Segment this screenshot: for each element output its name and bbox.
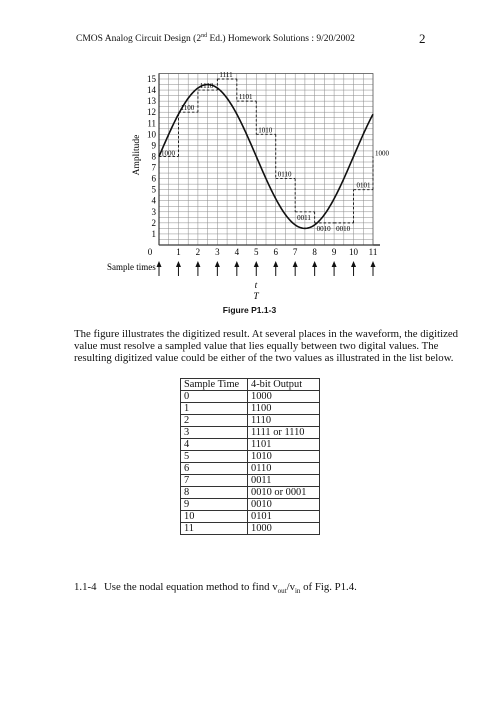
table-row [181,475,320,487]
sample-arrow-head [234,261,239,267]
sample-arrow-head [254,261,259,267]
y-tick-label: 13 [147,96,156,107]
table-row [181,439,320,451]
sample-time-cell: 8 [181,487,248,499]
table-row [181,391,320,403]
output-cell: 0010 or 0001 [248,487,320,499]
body-paragraph [74,328,459,364]
y-axis-label: Amplitude [132,134,142,176]
table-row [181,499,320,511]
output-cell: 1010 [248,451,320,463]
code-label: 0110 [277,170,292,179]
code-label: 0101 [356,181,371,190]
sample-arrow-head [195,261,200,267]
output-cell: 0101 [248,511,320,523]
sample-time-cell: 6 [181,463,248,475]
y-tick-label: 15 [147,74,156,84]
paragraph-line-1: The figure illustrates the digitized result. At several places in the waveform, the digitized [74,328,459,340]
x-tick-label: 4 [234,247,240,257]
header-title-sup: nd [201,33,208,39]
problem-text-after: of Fig. P1.4. [300,581,357,593]
code-label: 0011 [297,213,311,222]
sample-arrow-head [371,261,376,267]
sample-arrow-head [215,261,220,267]
y-tick-labels [147,74,157,239]
sample-arrow-head [273,261,278,267]
sample-times-label: Sample times [107,262,156,272]
table-row [181,415,320,427]
sample-arrow-head [293,261,298,267]
table-row [181,403,320,415]
problem-text-before: Use the nodal equation method to find v [104,581,278,593]
T-label: T [253,292,259,302]
output-cell: 1000 [248,391,320,403]
y-tick-label: 2 [151,217,156,228]
problem-statement [74,581,357,595]
output-cell: 0011 [248,475,320,487]
sample-output-table [180,378,320,535]
sample-arrow-head [157,261,162,267]
sample-arrow-head [312,261,317,267]
output-cell: 1111 or 1110 [248,427,320,439]
column-header: 4-bit Output [248,379,320,391]
x-tick-label: 2 [195,247,201,257]
header-title-prefix: CMOS Analog Circuit Design (2 [76,34,202,45]
table-row [181,487,320,499]
code-label: 1010 [258,126,273,135]
code-label: 0010 [316,224,331,233]
y-tick-label: 14 [147,85,156,96]
table-row [181,463,320,475]
x-tick-label: 5 [254,247,259,257]
x-tick-label: 3 [215,247,220,257]
sample-time-cell: 7 [181,475,248,487]
x-tick-label: 9 [331,247,337,257]
y-tick-label: 12 [147,107,156,118]
sample-arrows [157,261,376,276]
table-row [181,523,320,535]
sample-time-cell: 10 [181,511,248,523]
problem-slash: /v [286,581,295,593]
output-cell: 1000 [248,523,320,535]
code-label: 1110 [199,82,214,91]
table-row [181,511,320,523]
sample-time-cell: 3 [181,427,248,439]
paragraph-line-3: resulting digitized value could be either of the two values as illustrated in the list below. [74,352,454,364]
y-tick-label: 10 [147,129,156,140]
sample-time-cell: 4 [181,439,248,451]
sample-time-cell: 1 [181,403,248,415]
problem-sub-in: in [294,587,301,596]
code-label: 1000 [375,149,389,158]
sample-time-cell: 5 [181,451,248,463]
table-row [181,451,320,463]
code-label: 1111 [219,71,233,79]
y-tick-label: 9 [151,140,156,151]
code-label: 0010 [336,224,351,233]
y-tick-label: 11 [147,118,156,129]
figure-caption: Figure P1.1-3 [222,305,277,315]
output-cell: 1101 [248,439,320,451]
page-number: 2 [419,31,426,46]
code-label: 1000 [161,149,175,158]
sample-arrow-head [176,261,181,267]
chart-grid [159,73,373,245]
x-tick-label: 10 [349,247,359,257]
output-cell: 0110 [248,463,320,475]
y-tick-label: 4 [151,195,156,206]
x-tick-labels [148,247,378,257]
sample-arrow-head [332,261,337,267]
paragraph-line-2: value must resolve a sampled value that lies equally between two digital values. The [74,340,439,352]
output-cell: 1100 [248,403,320,415]
output-cell: 0010 [248,499,320,511]
y-tick-label: 6 [151,173,156,184]
y-tick-label: 8 [151,151,156,162]
t-label: t [254,281,258,291]
column-header: Sample Time [181,379,248,391]
waveform-figure [0,0,499,310]
code-label: 1101 [238,93,253,102]
x-tick-label: 6 [273,247,278,257]
y-tick-label: 1 [151,228,156,239]
x-tick-label: 7 [292,247,298,257]
x-tick-label: 8 [312,247,317,257]
chart-axes [159,73,380,245]
problem-number: 1.1-4 [74,581,97,593]
table-row [181,427,320,439]
x-tick-label: 0 [147,247,153,257]
sample-time-cell: 9 [181,499,248,511]
x-tick-label: 11 [368,247,378,257]
y-tick-label: 3 [151,206,156,217]
sample-time-cell: 11 [181,523,248,535]
code-label: 1100 [180,104,195,113]
sample-time-cell: 0 [181,391,248,403]
output-cell: 1110 [248,415,320,427]
table-header-row [181,379,320,391]
sample-arrow-head [351,261,356,267]
y-tick-label: 5 [151,184,156,195]
y-tick-label: 7 [151,162,156,173]
header-title-suffix: Ed.) Homework Solutions : 9/20/2002 [207,34,355,45]
problem-sub-out: out [277,587,287,596]
sample-time-cell: 2 [181,415,248,427]
x-tick-label: 1 [176,247,181,257]
